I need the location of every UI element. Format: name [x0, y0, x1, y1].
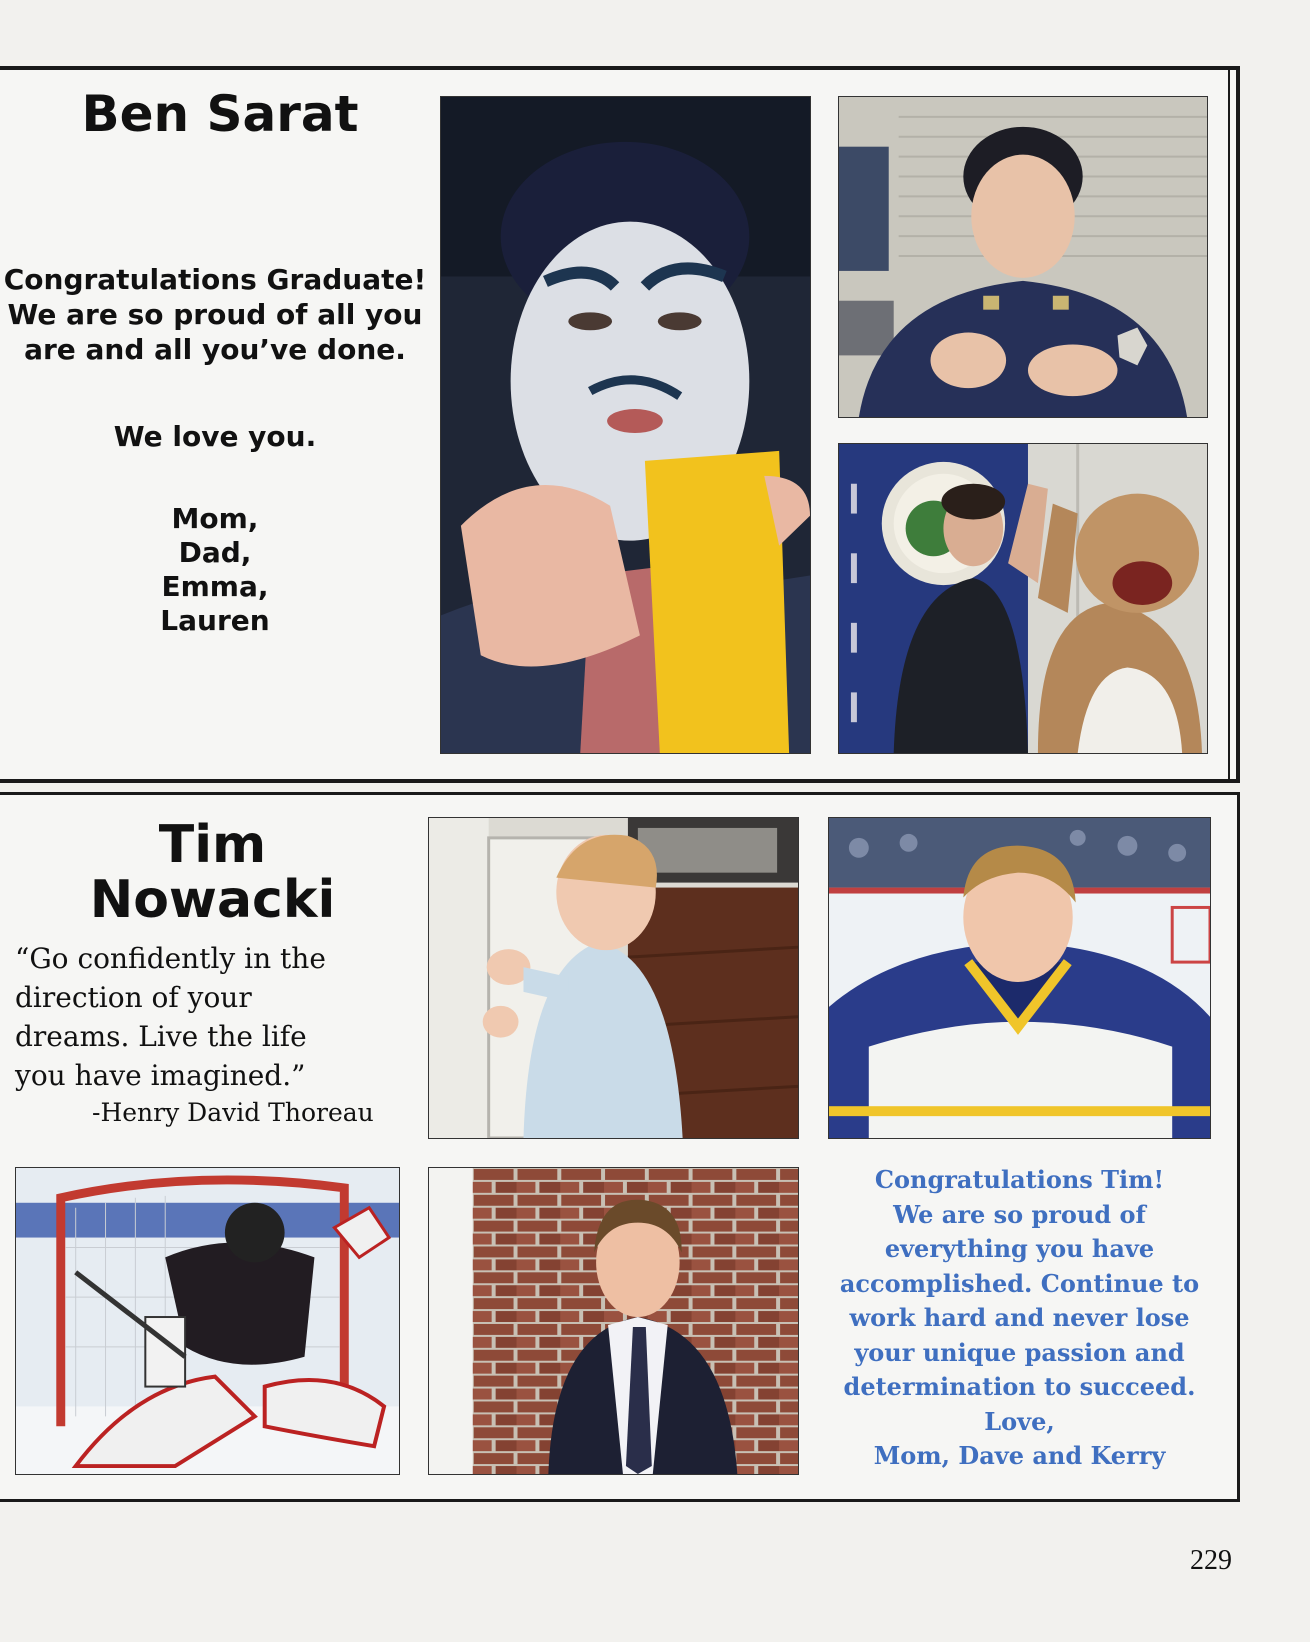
goalie-photo: [15, 1167, 400, 1475]
tim-quote: [15, 939, 415, 1095]
quote-line: dreams. Live the life: [15, 1020, 307, 1053]
ben-love-line: We love you.: [113, 420, 317, 453]
message-line: your unique passion and: [854, 1337, 1185, 1367]
ben-name-heading: Ben Sarat: [81, 85, 359, 143]
suit-portrait-photo: [428, 1167, 799, 1475]
police-costume-photo: [838, 96, 1208, 418]
message-line: work hard and never lose: [849, 1303, 1190, 1332]
ben-signatures: [120, 502, 310, 638]
quote-author: -Henry David Thoreau: [92, 1098, 374, 1127]
tim-congratulations-message: [812, 1163, 1227, 1474]
page-number: 229: [1190, 1545, 1232, 1576]
quote-line: you have imagined.”: [15, 1059, 306, 1092]
ben-message: [0, 262, 430, 367]
ben-message-line: are and all you’ve done.: [24, 333, 406, 366]
tim-name-heading: [40, 815, 385, 930]
ben-message-line: Congratulations Graduate!: [3, 263, 427, 296]
mascot-high-five-photo: [838, 443, 1208, 754]
stage-makeup-photo: [440, 96, 811, 754]
message-line: Love,: [984, 1406, 1055, 1436]
message-line: Mom, Dave and Kerry: [873, 1441, 1166, 1470]
message-line: everything you have: [884, 1234, 1155, 1263]
hockey-portrait-photo: [828, 817, 1211, 1139]
baby-photo: [428, 817, 799, 1139]
message-line: Congratulations Tim!: [874, 1165, 1165, 1194]
message-line: We are so proud of: [893, 1199, 1146, 1229]
tim-name-line: Nowacki: [89, 869, 336, 930]
tim-name-line: Tim: [158, 815, 267, 875]
panel-rule: [1228, 70, 1230, 779]
message-line: accomplished. Continue to: [839, 1268, 1200, 1298]
signature-line: Mom,: [171, 502, 259, 535]
quote-line: direction of your: [15, 981, 252, 1014]
signature-line: Emma,: [161, 570, 269, 603]
signature-line: Lauren: [160, 604, 270, 637]
message-line: determination to succeed.: [843, 1372, 1196, 1401]
quote-line: “Go confidently in the: [15, 942, 326, 975]
signature-line: Dad,: [178, 536, 252, 569]
ben-message-line: We are so proud of all you: [7, 298, 423, 331]
